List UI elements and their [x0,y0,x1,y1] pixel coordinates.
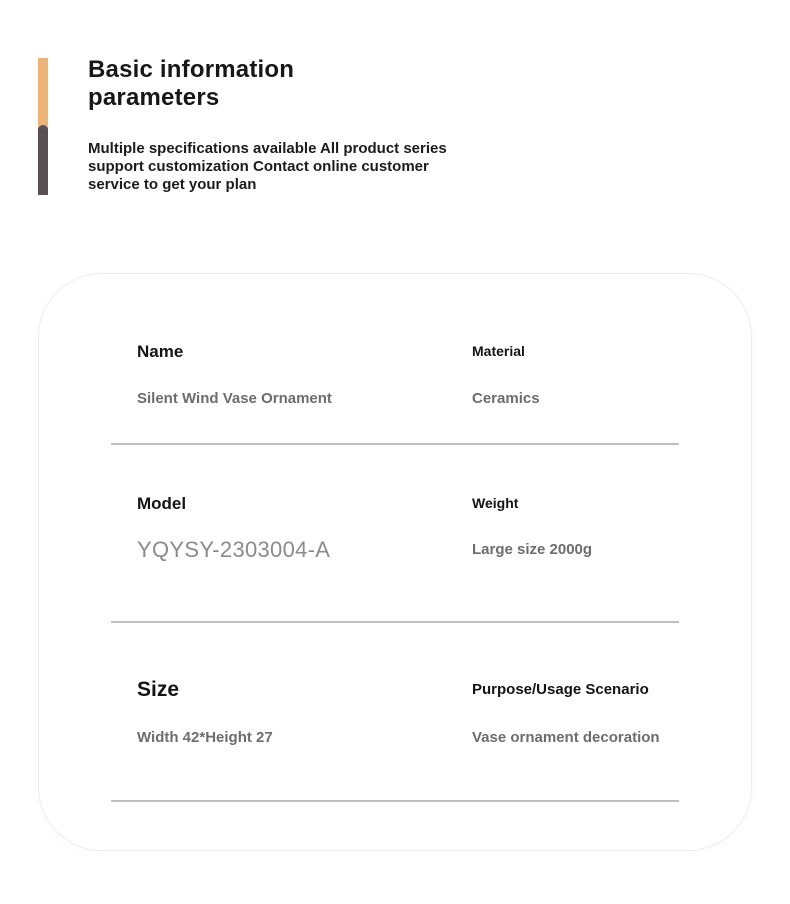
spec-value-purpose: Vase ornament decoration [472,729,660,746]
header-accent-bar-bottom [38,125,48,195]
spec-cell-weight [472,492,679,564]
spec-label-purpose: Purpose/Usage Scenario [472,681,649,698]
spec-label-material: Material [472,343,525,359]
spec-row-size-purpose [111,623,679,802]
spec-row-model-weight [111,445,679,623]
spec-value-weight: Large size 2000g [472,541,593,558]
spec-label-name: Name [137,342,184,361]
spec-value-name: Silent Wind Vase Ornament [137,390,332,407]
spec-cell-model [137,492,472,564]
page-subtitle: Multiple specifications available All product series support customization Contact online customer service to get your plan [88,140,447,193]
spec-value-material: Ceramics [472,390,540,407]
spec-label-model: Model [137,494,187,513]
spec-value-model: YQYSY-2303004-A [137,537,331,562]
spec-cell-name [137,340,472,409]
spec-cell-purpose [472,676,679,748]
spec-cell-size [137,676,472,748]
spec-cell-material [472,340,679,409]
spec-label-weight: Weight [472,495,519,511]
spec-label-size: Size [137,678,180,701]
product-spec-card [38,273,752,851]
spec-row-name-material [111,340,679,445]
spec-value-size: Width 42*Height 27 [137,729,273,746]
page-title: Basic information parameters [88,56,295,111]
header-accent-bar [38,58,48,195]
